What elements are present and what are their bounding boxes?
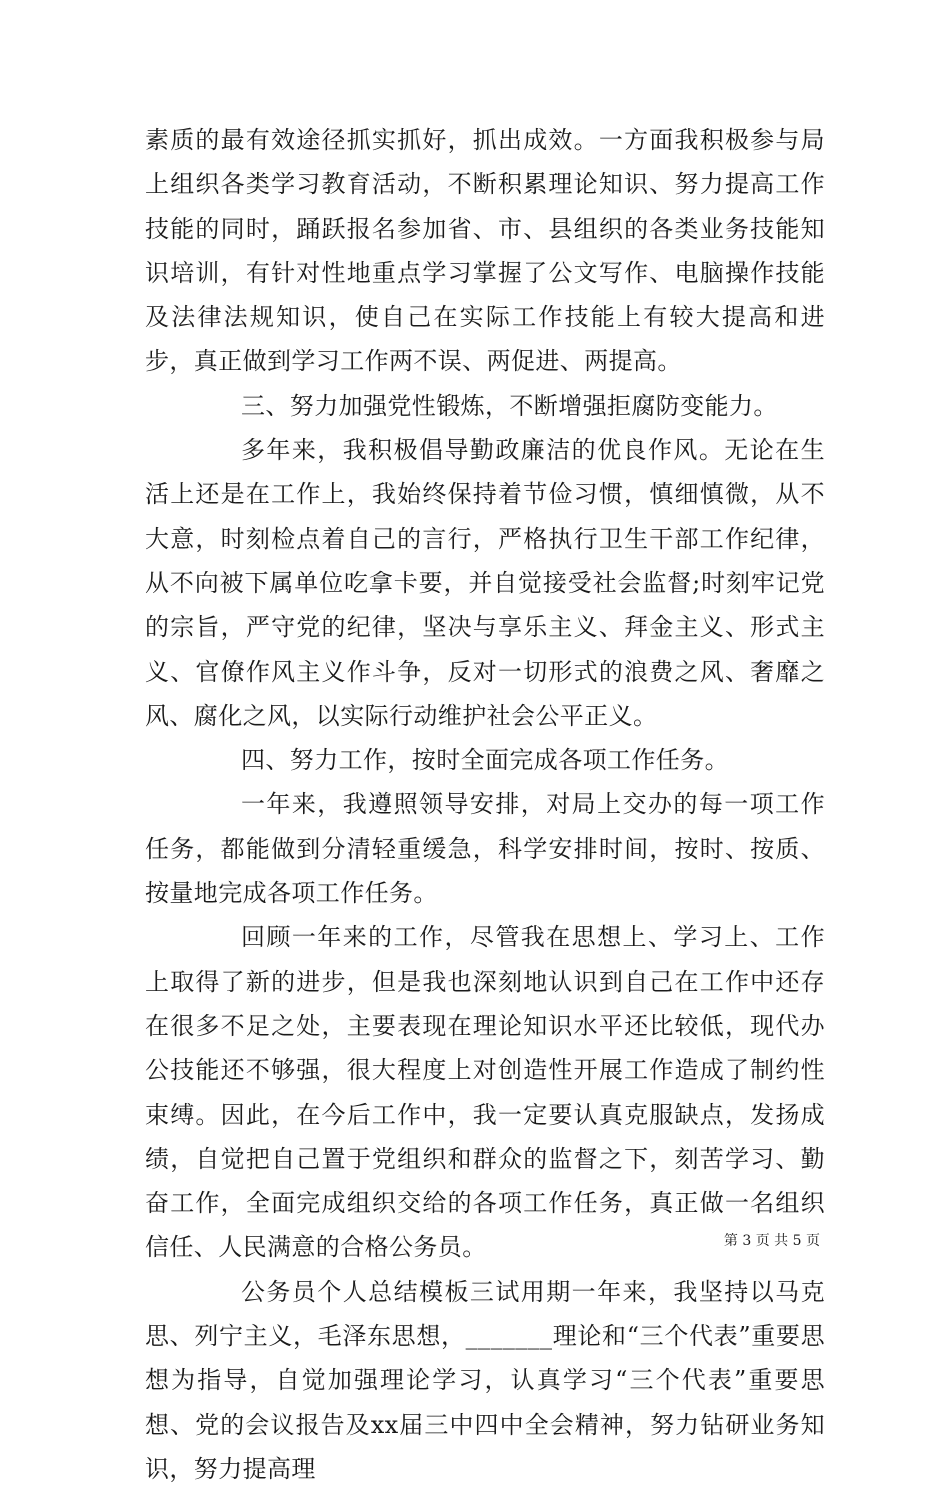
document-body	[145, 118, 825, 1491]
section-heading-three: 三、努力加强党性锻炼，不断增强拒腐防变能力。	[241, 391, 778, 420]
paragraph-template-three: 公务员个人总结模板三试用期一年来，我坚持以马克思、列宁主义，毛泽东思想，_______理论和“三个代表”重要思想为指导，自觉加强理论学习，认真学习“三个代表”重要思想、党的会议报告及xx届三中四中全会精神，努力钻研业务知识，努力提高理	[145, 1277, 825, 1483]
paragraph-integrity: 多年来，我积极倡导勤政廉洁的优良作风。无论在生活上还是在工作上，我始终保持着节俭习惯，慎细慎微，从不大意，时刻检点着自己的言行，严格执行卫生干部工作纪律，从不向被下属单位吃拿卡要，并自觉接受社会监督;时刻牢记党的宗旨，严守党的纪律，坚决与享乐主义、拜金主义、形式主义、官僚作风主义作斗争，反对一切形式的浪费之风、奢靡之风、腐化之风，以实际行动维护社会公平正义。	[145, 436, 825, 730]
paragraph-review: 回顾一年来的工作，尽管我在思想上、学习上、工作上取得了新的进步，但是我也深刻地认识到自己在工作中还存在很多不足之处，主要表现在理论知识水平还比较低，现代办公技能还不够强，很大程度上对创造性开展工作造成了制约性束缚。因此，在今后工作中，我一定要认真克服缺点，发扬成绩，自觉把自己置于党组织和群众的监督之下，刻苦学习、勤奋工作，全面完成组织交给的各项工作任务，真正做一名组织信任、人民满意的合格公务员。	[145, 923, 825, 1262]
paragraph-continuation: 素质的最有效途径抓实抓好，抓出成效。一方面我积极参与局上组织各类学习教育活动，不断积累理论知识、努力提高工作技能的同时，踊跃报名参加省、市、县组织的各类业务技能知识培训，有针对性地重点学习掌握了公文写作、电脑操作技能及法律法规知识，使自己在实际工作技能上有较大提高和进步，真正做到学习工作两不误、两促进、两提高。	[145, 126, 825, 376]
paragraph-tasks: 一年来，我遵照领导安排，对局上交办的每一项工作任务，都能做到分清轻重缓急，科学安排时间，按时、按质、按量地完成各项工作任务。	[145, 790, 825, 908]
section-heading-four: 四、努力工作，按时全面完成各项工作任务。	[241, 746, 729, 775]
page-number-footer: 第 3 页 共 5 页	[723, 1233, 820, 1249]
